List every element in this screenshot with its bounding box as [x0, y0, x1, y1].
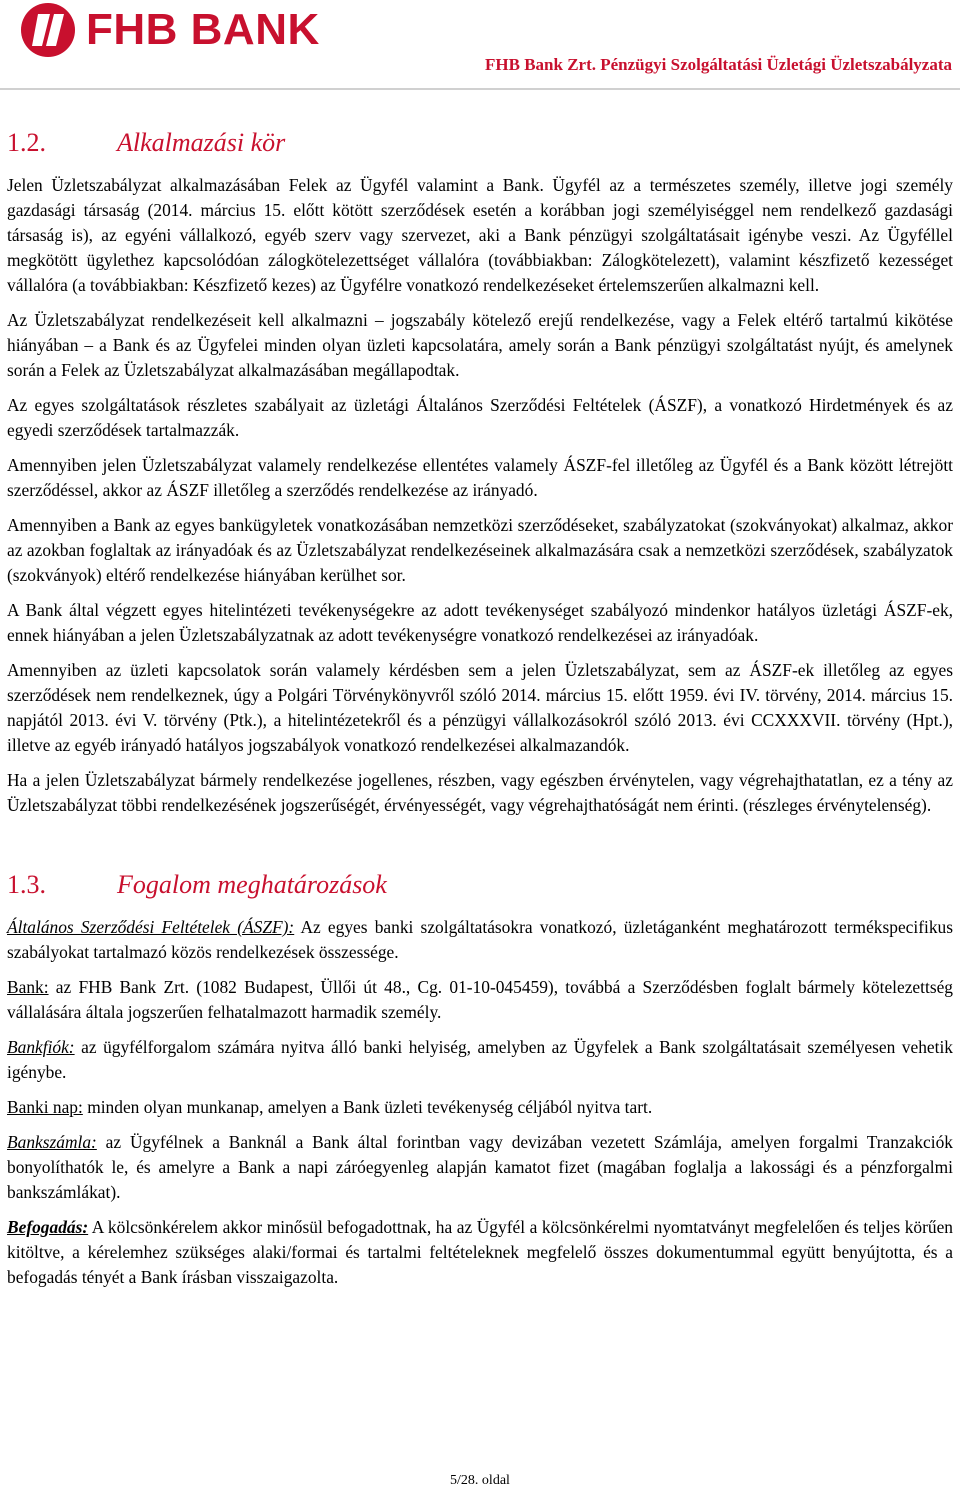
definition-term: Bank: [7, 977, 49, 997]
paragraph: A Bank által végzett egyes hitelintézeti tevékenységekre az adott tevékenységet szabályozó mindenkor hatályos üzletági ÁSZF-ek, ennek hiányában a jelen Üzletszabályzatnak az adott tevékenységre vonatkozó rendelkezései az irányadóak. [7, 600, 953, 645]
section-title: Fogalom meghatározások [117, 870, 387, 899]
paragraph: Az egyes szolgáltatások részletes szabályait az üzletági Általános Szerződési Feltételek (ÁSZF), a vonatkozó Hirdetmények és az egyedi szerződések tartalmazzák. [7, 395, 953, 440]
definition-befogadas [7, 1215, 953, 1290]
paragraph: Az Üzletszabályzat rendelkezéseit kell alkalmazni – jogszabály kötelező erejű rendelkezése, vagy a Felek eltérő tartalmú kikötése hiányában – a Bank és az Ügyfelei minden olyan üzleti kapcsolatára, amely során a Bank pénzügyi szolgáltatást nyújt, és amelynek során a Felek az Üzletszabályzat alkalmazásában megállapodtak. [7, 310, 953, 380]
paragraph: Amennyiben az üzleti kapcsolatok során valamely kérdésben sem a jelen Üzletszabályzat, sem az ÁSZF-ek illetőleg az egyes szerződések nem rendelkeznek, úgy a Polgári Törvénykönyvről szóló 2014. március 15. előtt 1959. évi IV. törvény, 2014. március 15. napjától 2013. évi V. törvény (Ptk.), a hitelintézetekről és a pénzügyi vállalkozásokról szóló 2013. évi CCXXXVII. törvény (Hpt.), illetve az egyéb irányadó hatályos jogszabályok vonatkozó rendelkezései alkalmazandók. [7, 660, 953, 755]
definition-term: Bankszámla: [7, 1132, 97, 1152]
fhb-logo-icon [20, 2, 76, 58]
section-title: Alkalmazási kör [117, 128, 286, 157]
section-heading-1-2 [7, 127, 953, 159]
header-divider [0, 88, 960, 90]
definition-aszf [7, 915, 953, 965]
definition-text: az FHB Bank Zrt. (1082 Budapest, Üllői út 48., Cg. 01-10-045459), továbbá a Szerződésben foglalt bármely kötelezettség vállalására általa jogszerűen felhatalmazott harmadik személy. [7, 977, 953, 1022]
definition-term: Banki nap: [7, 1097, 83, 1117]
paragraph: Jelen Üzletszabályzat alkalmazásában Felek az Ügyfél valamint a Bank. Ügyfél az a természetes személy, illetve jogi személy gazdasági társaság (2014. március 15. előtt kötött szerződések esetén a korábban jogi személyiséggel nem rendelkező gazdasági társaság is), az egyéni vállalkozó, egyéb szerv vagy szervezet, aki a Bank pénzügyi szolgáltatásait igénybe veszi. Az Ügyféllel megkötött ügylethez kapcsolódóan zálogkötelezettséget vállalóra (továbbiakban: Zálogkötelezett), valamint készfizető kezességet vállalóra (a továbbiakban: Készfizető kezes) az Ügyfélre vonatkozó rendelkezéseket értelemszerűen alkalmazni kell. [7, 175, 953, 295]
paragraph: Amennyiben a Bank az egyes bankügyletek vonatkozásában nemzetközi szerződéseket, szabályzatokat (szokványokat) alkalmaz, akkor az azokban foglaltak az irányadóak és az Üzletszabályzat rendelkezéseinek alkalmazására csak a nemzetközi szerződések, szabályzatok (szokványok) eltérő rendelkezése hiányában kerülhet sor. [7, 515, 953, 585]
definition-text: A kölcsönkérelem akkor minősül befogadottnak, ha az Ügyfél a kölcsönkérelmi nyomtatványt megfelelően és teljes körűen kitöltve, a kérelemhez szükséges alaki/formai és tartalmi feltételeknek megfelelő összes dokumentummal együtt benyújtotta, és a befogadás tényét a Bank írásban visszaigazolta. [7, 1217, 953, 1287]
definition-banki-nap [7, 1095, 953, 1120]
section-heading-1-3 [7, 869, 953, 901]
section-spacer [7, 828, 953, 852]
section-number: 1.3. [7, 870, 46, 899]
definition-bankszamla [7, 1130, 953, 1205]
definition-text: minden olyan munkanap, amelyen a Bank üzleti tevékenység céljából nyitva tart. [82, 1097, 653, 1117]
brand-logo [20, 2, 320, 58]
brand-name: FHB BANK [86, 5, 320, 54]
definition-bank [7, 975, 953, 1025]
page-header [0, 0, 960, 90]
document-title: FHB Bank Zrt. Pénzügyi Szolgáltatási Üzletági Üzletszabályzata [485, 55, 952, 74]
definition-text: az Ügyfélnek a Banknál a Bank által forintban vagy devizában vezetett Számlája, amelyen forgalmi Tranzakciók bonyolíthatók le, és amelyre a Bank a napi záróegyenleg alapján kamatot fizet (magában foglalja a lakossági és a pénzforgalmi bankszámlákat). [7, 1132, 953, 1202]
paragraph: Ha a jelen Üzletszabályzat bármely rendelkezése jogellenes, részben, vagy egészben érvénytelen, vagy végrehajthatatlan, ez a tény az Üzletszabályzat többi rendelkezésének jogszerűségét, érvényességét, vagy végrehajthatóságát nem érinti. (részleges érvénytelenség). [7, 770, 953, 815]
definition-term: Befogadás: [7, 1217, 89, 1237]
definition-bankfiok [7, 1035, 953, 1085]
definition-term: Általános Szerződési Feltételek (ÁSZF): [7, 917, 295, 937]
section-number: 1.2. [7, 128, 46, 157]
page-number: 5/28. oldal [450, 1473, 510, 1488]
definition-text: Az egyes banki szolgáltatásokra vonatkozó, üzletáganként meghatározott termékspecifikus szabályokat tartalmazó közös rendelkezések összessége. [7, 917, 953, 962]
definition-text: az ügyfélforgalom számára nyitva álló banki helyiség, amelyben az Ügyfelek a Bank szolgáltatásait személyesen vehetik igénybe. [7, 1037, 953, 1082]
page-content [7, 110, 953, 1300]
paragraph: Amennyiben jelen Üzletszabályzat valamely rendelkezése ellentétes valamely ÁSZF-fel illetőleg az Ügyfél és a Bank között létrejött szerződéssel, akkor az ÁSZF illetőleg a szerződés rendelkezése az irányadó. [7, 455, 953, 500]
definition-term: Bankfiók: [7, 1037, 75, 1057]
